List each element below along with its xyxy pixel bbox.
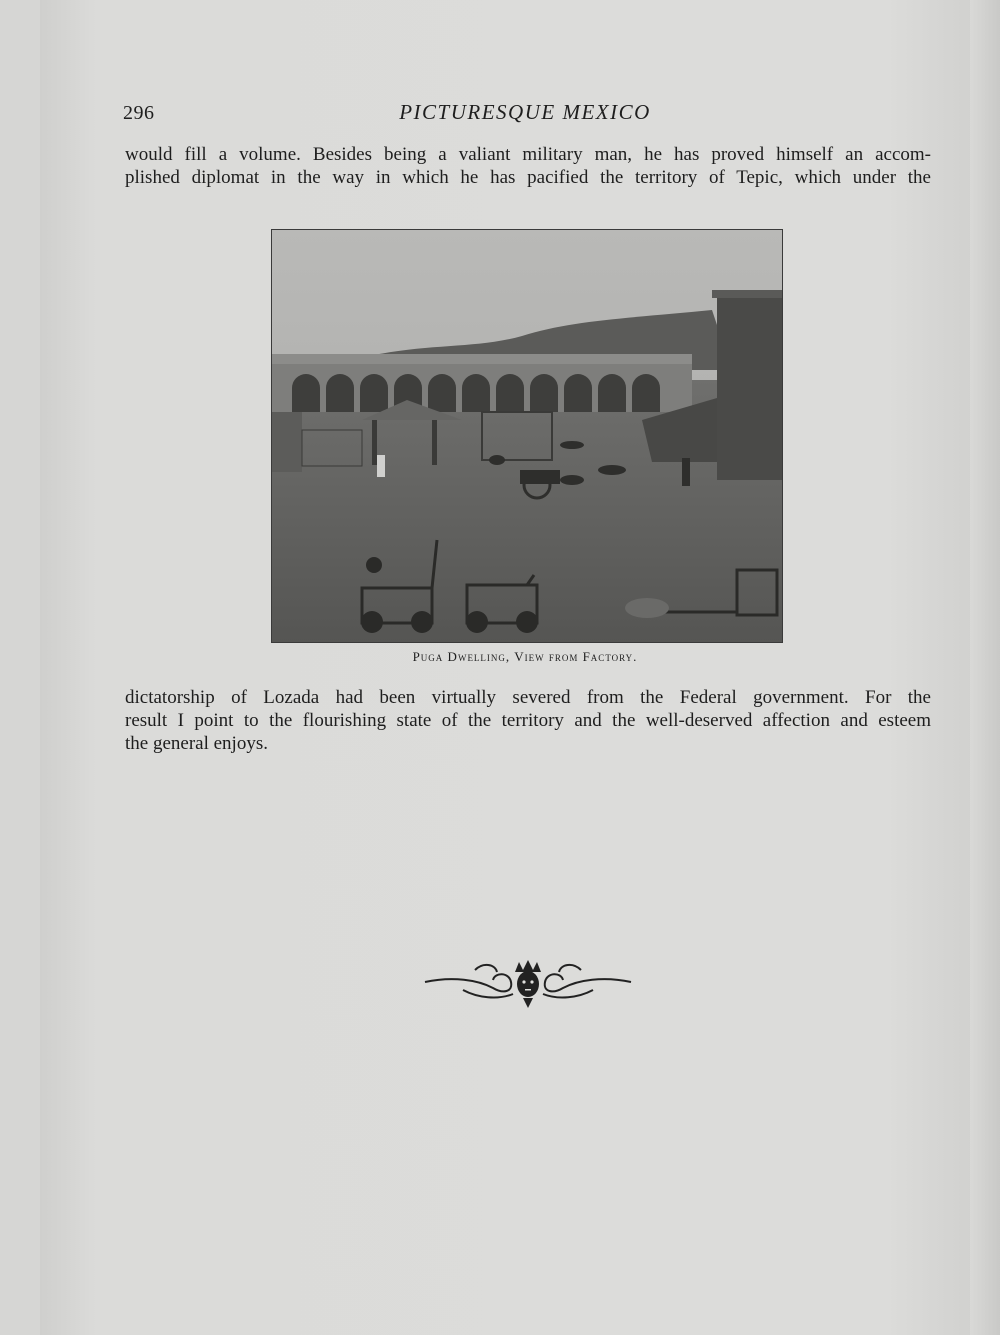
running-head: PICTURESQUE MEXICO <box>399 100 651 124</box>
page-edge <box>970 0 1000 1335</box>
text-line: dictatorship of Lozada had been virtually severed from the Federal government. For the <box>125 687 931 708</box>
paragraph-2 <box>125 686 931 755</box>
text-line: the general enjoys. <box>125 733 268 754</box>
text-line: would fill a volume. Besides being a valiant military man, he has proved himself an accom- <box>125 144 931 165</box>
plate-caption-text: Puga Dwelling, View from Factory. <box>412 649 638 664</box>
paragraph-1 <box>125 143 931 189</box>
page-header <box>0 98 1000 128</box>
photograph-plate <box>271 229 783 643</box>
plate-caption <box>0 649 1000 665</box>
text-line: plished diplomat in the way in which he has pacified the territory of Tepic, which under the <box>125 167 931 188</box>
book-page <box>40 0 980 1335</box>
tailpiece-ornament-icon <box>423 958 633 1010</box>
photograph-image <box>272 230 783 643</box>
page-number: 296 <box>123 102 155 124</box>
text-line: result I point to the flourishing state of the territory and the well-deserved affection and esteem <box>125 710 931 731</box>
